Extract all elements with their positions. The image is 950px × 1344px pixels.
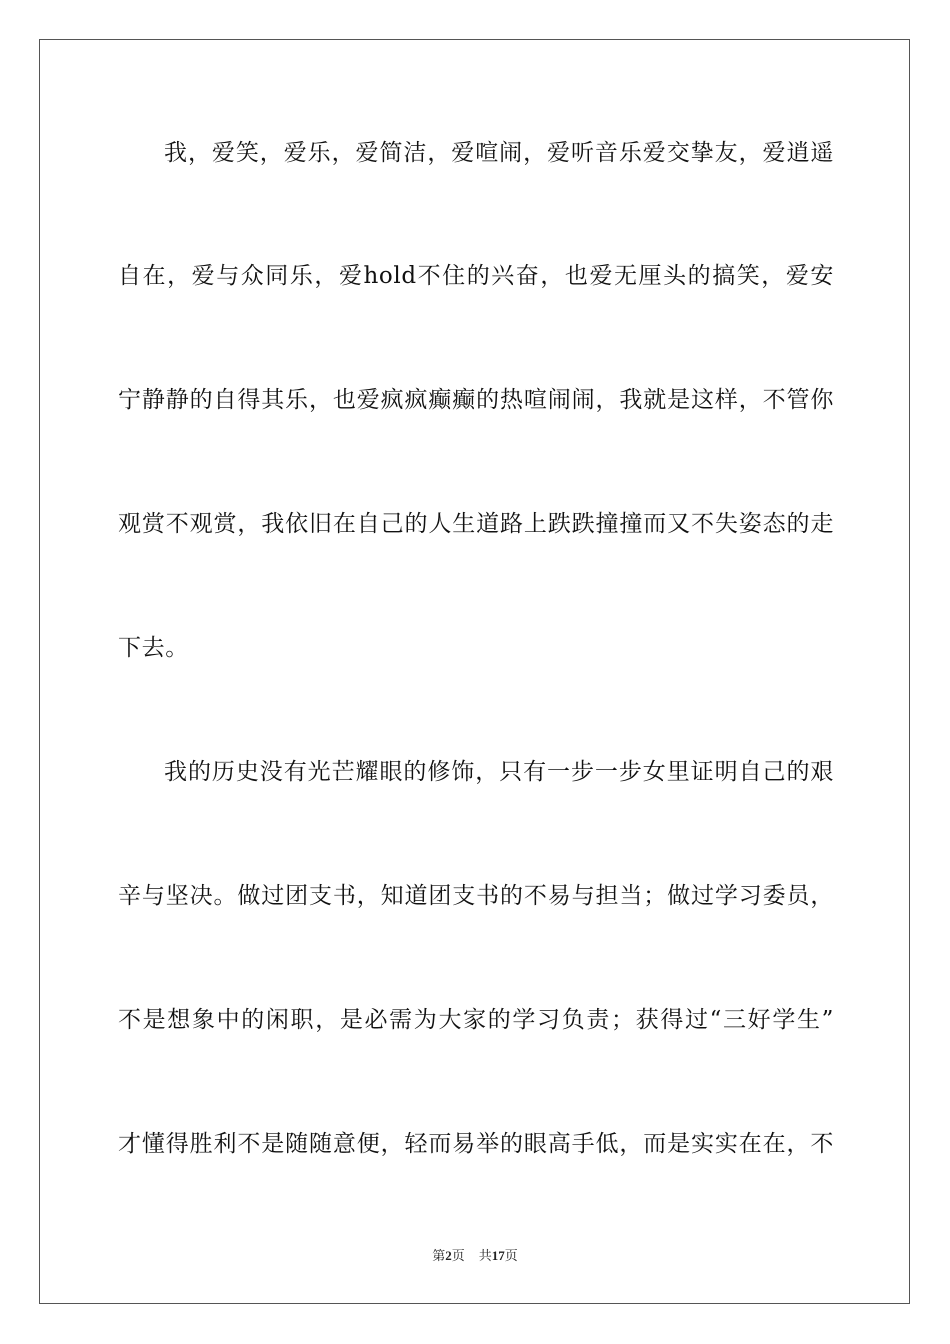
page-number: 2 — [445, 1248, 452, 1263]
total-pages: 17 — [491, 1248, 505, 1263]
total-suffix: 页 — [504, 1248, 518, 1263]
text-line: 观赏不观赏，我依旧在自己的人生道路上跌跌撞撞而又不失姿态的走 — [118, 511, 834, 537]
text-line: 宁静静的自得其乐，也爱疯疯癫癫的热喧闹闹，我就是这样，不管你 — [118, 387, 834, 413]
text-line: 下去。 — [118, 635, 189, 661]
page-footer — [0, 1248, 950, 1264]
total-prefix: 共 — [478, 1248, 492, 1263]
text-line: 我，爱笑，爱乐，爱简洁，爱喧闹，爱听音乐爱交挚友，爱逍遥 — [164, 140, 834, 166]
page-prefix: 第 — [432, 1248, 446, 1263]
text-line: 自在，爱与众同乐，爱hold不住的兴奋，也爱无厘头的搞笑，爱安 — [118, 263, 834, 289]
text-line: 我的历史没有光芒耀眼的修饰，只有一步一步女里证明自己的艰 — [164, 759, 834, 785]
text-line: 才懂得胜利不是随随意便，轻而易举的眼高手低，而是实实在在，不 — [118, 1131, 834, 1157]
page-suffix: 页 — [451, 1248, 465, 1263]
page-frame — [39, 39, 910, 1304]
text-line: 辛与坚决。做过团支书，知道团支书的不易与担当；做过学习委员， — [118, 883, 834, 909]
text-line: 不是想象中的闲职，是必需为大家的学习负责；获得过“三好学生” — [118, 1007, 834, 1033]
